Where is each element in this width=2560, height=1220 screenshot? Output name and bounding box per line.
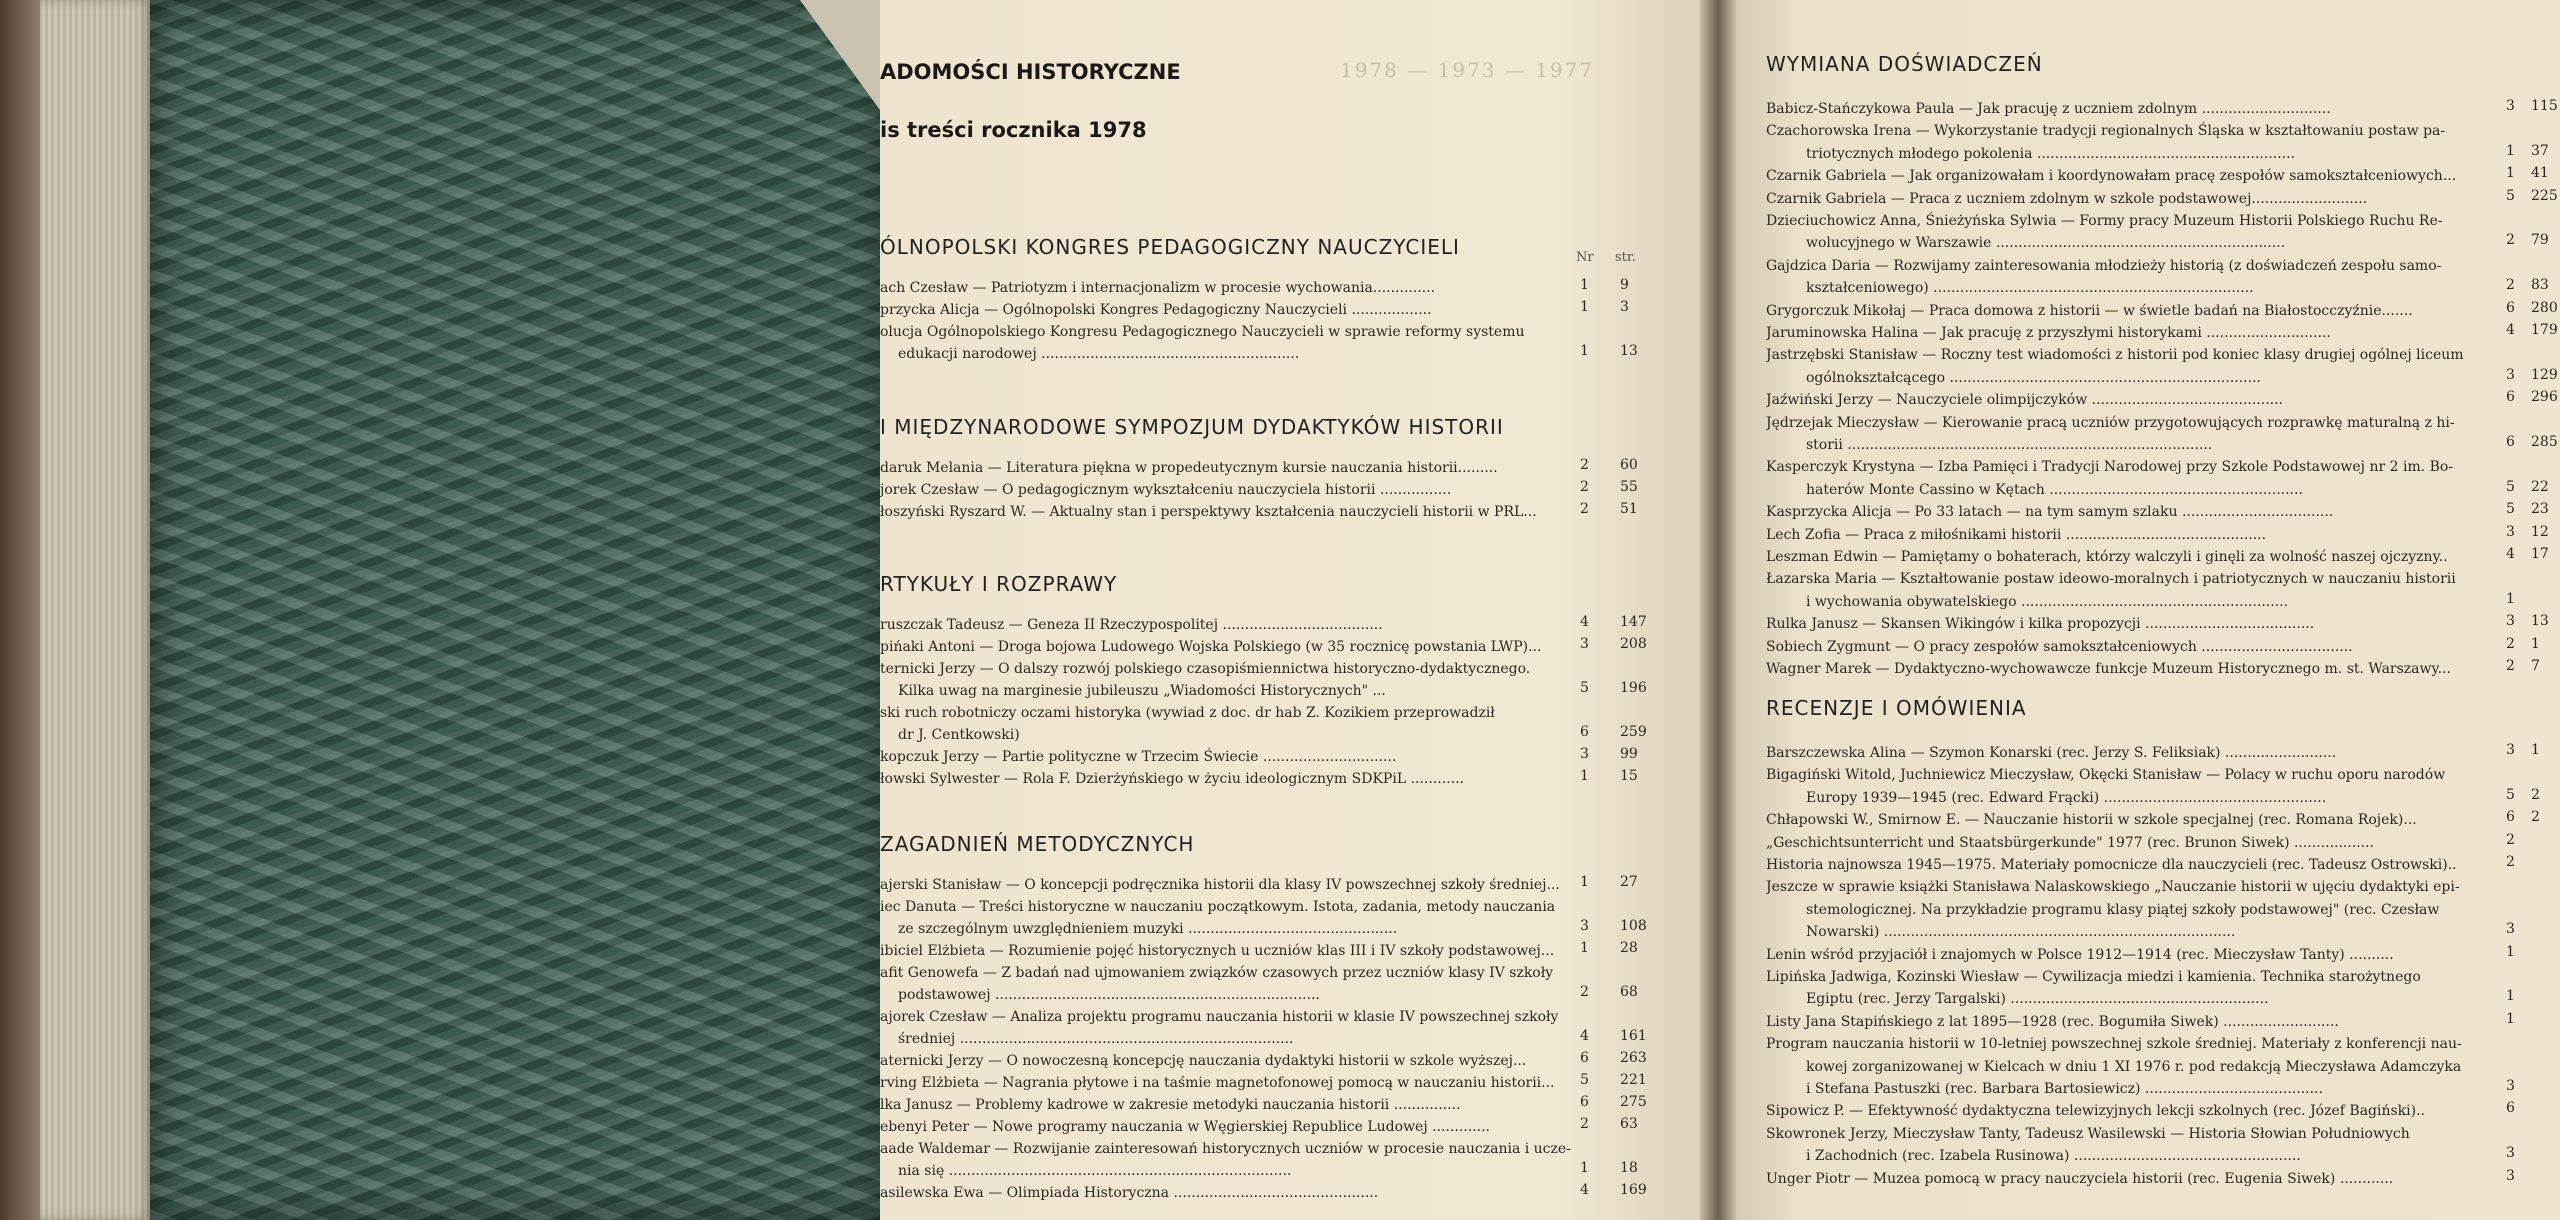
toc-entry: i wychowania obywatelskiego ............................................................ (1806, 593, 2289, 610)
page-number: 296 (2531, 389, 2558, 406)
page-number: 99 (1620, 746, 1638, 762)
toc-entry: olucja Ogólnopolskiego Kongresu Pedagogicznego Nauczycieli w sprawie reformy systemu (880, 324, 1525, 340)
toc-entry: afit Genowefa — Z badań nad ujmowaniem związków czasowych przez uczniów klasy IV szkoły (880, 965, 1554, 981)
toc-entry: aternicki Jerzy — O nowoczesną koncepcję nauczania dydaktyki historii w szkole wyższej... (880, 1053, 1527, 1069)
toc-entry: Kasperczyk Krystyna — Izba Pamięci i Tradycji Narodowej przy Szkole Podstawowej nr 2 im. Bo- (1766, 459, 2454, 476)
page-number: 22 (2531, 478, 2549, 495)
toc-entry: Czarnik Gabriela — Praca z uczniem zdolnym w szkole podstawowej.......................... (1766, 190, 2368, 207)
issue-number: 1 (1580, 343, 1589, 359)
toc-entry: Nowarski) ............................................................................... (1806, 924, 2236, 941)
toc-entry: stemologicznej. Na przykładzie programu klasy piątej szkoły podstawowej" (rec. Czesław (1806, 901, 2440, 918)
toc-entry: Jastrzębski Stanisław — Roczny test wiadomości z historii pod koniec klasy drugiej ogólnej liceum (1766, 347, 2464, 364)
toc-entry: Leszman Edwin — Pamiętamy o bohaterach, którzy walczyli i ginęli za wolność naszej ojczyzny.. (1766, 549, 2448, 565)
toc-entry: kowej zorganizowanej w Kielcach w dniu 1 XI 1976 r. pod redakcją Mieczysława Adamczyka (1806, 1058, 2462, 1075)
toc-entry: „Geschichtsunterricht und Staatsbürgerkunde" 1977 (rec. Brunon Siwek) .................. (1766, 834, 2375, 851)
page-number: 60 (1620, 457, 1638, 473)
toc-entry: łoszyński Ryszard W. — Aktualny stan i perspektywy kształcenia nauczycieli historii w PRL... (880, 504, 1537, 520)
column-header-nr: Nr (1576, 250, 1594, 265)
marbled-cover (150, 0, 880, 1220)
issue-number: 5 (2506, 187, 2515, 204)
issue-number: 2 (2506, 658, 2515, 674)
toc-entry: Barszczewska Alina — Szymon Konarski (rec. Jerzy S. Feliksiak) ......................... (1766, 745, 2337, 761)
toc-entry: Rulka Janusz — Skansen Wikingów i kilka propozycji ...................................... (1766, 616, 2315, 633)
issue-number: 4 (1580, 1182, 1589, 1198)
section-title: ZAGADNIEŃ METODYCZNYCH (880, 832, 1195, 856)
toc-entry: Jeszcze w sprawie książki Stanisława Nalaskowskiego „Nauczanie historii w ujęciu dydaktyki epi- (1766, 879, 2460, 896)
toc-entry: edukacji narodowej .......................................................... (898, 346, 1300, 362)
toc-entry: storii .................................................................................. (1806, 437, 2213, 453)
toc-entry: asilewska Ewa — Olimpiada Historyczna .............................................. (880, 1185, 1379, 1201)
issue-number: 1 (1580, 1160, 1589, 1176)
page-number: 2 (2531, 809, 2540, 826)
toc-entry: Egiptu (rec. Jerzy Targalski) .......................................................... (1806, 991, 2269, 1008)
toc-entry: podstawowej ......................................................................... (898, 987, 1320, 1003)
issue-number: 6 (1580, 1050, 1589, 1066)
toc-entry: Listy Jana Stapińskiego z lat 1895—1928 (rec. Bogumiła Siwek) .......................... (1766, 1013, 2339, 1030)
issue-number: 6 (2506, 299, 2515, 316)
issue-number: 5 (1580, 680, 1589, 696)
toc-entry: kształceniowego) ........................................................................ (1806, 280, 2254, 297)
page-number: 263 (1620, 1050, 1647, 1066)
toc-entry: ajorek Czesław — Analiza projektu programu nauczania historii w klasie IV powszechnej szkoły (880, 1009, 1559, 1025)
toc-entry: Czachorowska Irena — Wykorzystanie tradycji regionalnych Śląska w kształtowaniu postaw pa- (1766, 123, 2446, 140)
toc-entry: Europy 1939—1945 (rec. Edward Frącki) .................................................. (1806, 789, 2327, 806)
toc-entry: Unger Piotr — Muzea pomocą w pracy nauczyciela historii (rec. Eugenia Siwek) ............ (1766, 1170, 2394, 1187)
section-title: WYMIANA DOŚWIADCZEŃ (1766, 52, 2043, 76)
issue-number: 3 (2506, 98, 2515, 114)
contents-subtitle: is treści rocznika 1978 (880, 118, 1147, 142)
page-number: 17 (2531, 546, 2549, 562)
toc-entry: Jaruminowska Halina — Jak pracuję z przyszłymi historykami ............................ (1766, 325, 2331, 341)
page-number: 83 (2531, 277, 2549, 294)
toc-entry: rving Elżbieta — Nagrania płytowe i na taśmie magnetofonowej pomocą w nauczaniu historii... (880, 1075, 1555, 1091)
issue-number: 4 (2506, 546, 2515, 562)
section-title: I MIĘDZYNARODOWE SYMPOZJUM DYDAKTYKÓW HISTORII (880, 415, 1504, 439)
issue-number: 1 (1580, 874, 1589, 890)
page-number: 3 (1620, 299, 1629, 315)
toc-entry: i Zachodnich (rec. Izabela Rusinowa) ................................................... (1806, 1148, 2301, 1165)
issue-number: 1 (1580, 768, 1589, 784)
issue-number: 3 (1580, 636, 1589, 652)
issue-number: 1 (1580, 940, 1589, 956)
issue-number: 4 (1580, 614, 1589, 630)
toc-entry: Jaźwiński Jerzy — Nauczyciele olimpijczyków ........................................... (1766, 392, 2284, 409)
book-spine (0, 0, 150, 1220)
issue-number: 2 (2506, 831, 2515, 848)
issue-number: 5 (1580, 1072, 1589, 1088)
section-title: RECENZJE I OMÓWIENIA (1766, 696, 2027, 720)
issue-number: 3 (2506, 1167, 2515, 1184)
page-number: 285 (2531, 434, 2558, 450)
issue-number: 3 (2506, 921, 2515, 938)
toc-entry: ski ruch robotniczy oczami historyka (wywiad z doc. dr hab Z. Kozikiem przeprowadził (880, 705, 1495, 721)
toc-entry: daruk Melania — Literatura piękna w propedeutycznym kursie nauczania historii......... (880, 460, 1498, 476)
toc-entry: Dzieciuchowicz Anna, Śnieżyńska Sylwia — Formy pracy Muzeum Historii Polskiego Ruchu Re- (1766, 213, 2443, 229)
toc-entry: iec Danuta — Treści historyczne w nauczaniu początkowym. Istota, zadania, metody nauczania (880, 899, 1556, 915)
journal-header: ADOMOŚCI HISTORYCZNE (880, 60, 1181, 84)
issue-number: 1 (2506, 988, 2515, 1005)
toc-entry: Grygorczuk Mikołaj — Praca domowa z historii — w świetle badań na Białostocczyźnie....... (1766, 302, 2413, 319)
column-header-str: str. (1615, 250, 1636, 265)
page-number: 18 (1620, 1160, 1638, 1176)
issue-number: 3 (1580, 918, 1589, 934)
issue-number: 3 (2506, 366, 2515, 383)
toc-entry: Historia najnowsza 1945—1975. Materiały pomocnicze dla nauczycieli (rec. Tadeusz Ostrowski).. (1766, 857, 2457, 873)
issue-number: 1 (2506, 943, 2515, 960)
toc-entry: średniej ........................................................................... (898, 1031, 1294, 1047)
issue-number: 3 (2506, 613, 2515, 630)
page-number: 108 (1620, 918, 1647, 934)
issue-number: 2 (2506, 232, 2515, 249)
page-number: 63 (1620, 1116, 1638, 1132)
toc-entry: nia się ............................................................................. (898, 1163, 1292, 1179)
page-number: 196 (1620, 680, 1647, 696)
issue-number: 4 (2506, 322, 2515, 338)
page-number: 225 (2531, 187, 2558, 204)
issue-number: 1 (2506, 142, 2515, 159)
faint-bleed-text: 1978 — 1973 — 1977 (1340, 58, 1595, 82)
page-number: 280 (2531, 299, 2558, 316)
toc-entry: aade Waldemar — Rozwijanie zainteresowań historycznych uczniów w procesie nauczania i ucze- (880, 1141, 1571, 1157)
toc-entry: Lenin wśród przyjaciół i znajomych w Polsce 1912—1914 (rec. Mieczysław Tanty) .......... (1766, 946, 2394, 963)
page-number: 129 (2531, 366, 2558, 383)
toc-entry: Wagner Marek — Dydaktyczno-wychowawcze funkcje Muzeum Historycznego m. st. Warszawy... (1766, 661, 2451, 677)
book-gutter (1700, 0, 1736, 1220)
toc-entry: Gajdzica Daria — Rozwijamy zainteresowania młodzieży historią (z doświadczeń zespołu samo- (1766, 257, 2442, 274)
page-number: 9 (1620, 277, 1629, 293)
toc-entry: ibiciel Elżbieta — Rozumienie pojęć historycznych u uczniów klas III i IV szkoły podstawowej... (880, 943, 1555, 959)
page-number: 68 (1620, 984, 1638, 1000)
toc-entry: ach Czesław — Patriotyzm i internacjonalizm w procesie wychowania.............. (880, 280, 1436, 296)
toc-entry: Kilka uwag na marginesie jubileuszu „Wiadomości Historycznych" ... (898, 683, 1386, 699)
toc-entry: Lipińska Jadwiga, Kozinski Wiesław — Cywilizacja miedzi i kamienia. Technika starożytnego (1766, 969, 2421, 985)
issue-number: 2 (1580, 984, 1589, 1000)
toc-entry: ternicki Jerzy — O dalszy rozwój polskiego czasopiśmiennictwa historyczno-dydaktycznego. (880, 661, 1531, 677)
page-number: 275 (1620, 1094, 1647, 1110)
section-title: RTYKUŁY I ROZPRAWY (880, 572, 1118, 596)
toc-entry: ebenyi Peter — Nowe programy nauczania w Węgierskiej Republice Ludowej ............. (880, 1119, 1490, 1135)
toc-entry: dr J. Centkowski) (898, 727, 1020, 743)
page-number: 7 (2531, 658, 2540, 674)
page-number: 1 (2531, 635, 2540, 652)
issue-number: 3 (2506, 1078, 2515, 1094)
toc-entry: ogólnokształcącego ...................................................................... (1806, 369, 2261, 386)
page-number: 1 (2531, 742, 2540, 758)
toc-entry: Kasprzycka Alicja — Po 33 latach — na tym samym szlaku .................................. (1766, 504, 2334, 521)
toc-entry: Skowronek Jerzy, Mieczysław Tanty, Tadeusz Wasilewski — Historia Słowian Południowych (1766, 1125, 2410, 1142)
issue-number: 6 (2506, 809, 2515, 826)
toc-entry: triotycznych młodego pokolenia .......................................................... (1806, 145, 2296, 162)
issue-number: 3 (2506, 1145, 2515, 1162)
toc-entry: wolucyjnego w Warszawie ................................................................. (1806, 235, 2286, 252)
issue-number: 3 (2506, 523, 2515, 540)
page-number: 27 (1620, 874, 1638, 890)
section-title: ÓLNOPOLSKI KONGRES PEDAGOGICZNY NAUCZYCIELI (880, 235, 1460, 259)
issue-number: 3 (2506, 742, 2515, 758)
issue-number: 2 (2506, 635, 2515, 652)
issue-number: 6 (2506, 389, 2515, 406)
issue-number: 3 (1580, 746, 1589, 762)
issue-number: 1 (2506, 165, 2515, 182)
issue-number: 6 (2506, 434, 2515, 450)
toc-entry: Czarnik Gabriela — Jak organizowałam i koordynowałam pracę zespołów samokształceniowych... (1766, 168, 2457, 185)
issue-number: 5 (2506, 478, 2515, 495)
page-number: 208 (1620, 636, 1647, 652)
toc-entry: ruszczak Tadeusz — Geneza II Rzeczypospolitej .................................... (880, 617, 1383, 633)
issue-number: 6 (1580, 724, 1589, 740)
issue-number: 2 (1580, 501, 1589, 517)
toc-entry: lka Janusz — Problemy kadrowe w zakresie metodyki nauczania historii ............... (880, 1097, 1461, 1113)
page-number: 13 (1620, 343, 1638, 359)
issue-number: 1 (1580, 277, 1589, 293)
toc-entry: Jędrzejak Mieczysław — Kierowanie pracą uczniów przygotowujących rozprawkę maturalną z hi- (1766, 414, 2455, 431)
cover-corner (800, 0, 880, 110)
page-number: 221 (1620, 1072, 1647, 1088)
toc-entry: ze szczególnym uwzględnieniem muzyki ............................................... (898, 921, 1398, 937)
issue-number: 5 (2506, 501, 2515, 518)
page-number: 79 (2531, 232, 2549, 249)
spine-edge (0, 0, 40, 1220)
page-number: 51 (1620, 501, 1638, 517)
toc-entry: i Stefana Pastuszki (rec. Barbara Bartosiewicz) ........................................ (1806, 1081, 2323, 1097)
toc-entry: przycka Alicja — Ogólnopolski Kongres Pedagogiczny Nauczycieli .................. (880, 302, 1432, 318)
issue-number: 5 (2506, 786, 2515, 803)
toc-entry: Chłapowski W., Smirnow E. — Nauczanie historii w szkole specjalnej (rec. Romana Rojek)... (1766, 812, 2417, 829)
toc-entry: Babicz-Stańczykowa Paula — Jak pracuję z uczniem zdolnym ............................. (1766, 101, 2331, 117)
issue-number: 6 (2506, 1100, 2515, 1117)
issue-number: 1 (1580, 299, 1589, 315)
toc-entry: Łazarska Maria — Kształtowanie postaw ideowo-moralnych i patriotycznych w nauczaniu historii (1766, 571, 2456, 588)
page-number: 259 (1620, 724, 1647, 740)
toc-entry: jorek Czesław — O pedagogicznym wykształceniu nauczyciela historii ................ (880, 482, 1452, 498)
toc-entry: Program nauczania historii w 10-letniej powszechnej szkole średniej. Materiały z konferencji nau- (1766, 1036, 2462, 1053)
page-number: 41 (2531, 165, 2549, 182)
toc-entry: Bigagiński Witold, Juchniewicz Mieczysław, Okęcki Stanisław — Polacy w ruchu oporu narodów (1766, 767, 2446, 784)
toc-entry: kopczuk Jerzy — Partie polityczne w Trzecim Świecie .............................. (880, 749, 1397, 765)
toc-entry: Sobiech Zygmunt — O pracy zespołów samokształceniowych .................................. (1766, 638, 2353, 655)
page-number: 147 (1620, 614, 1647, 630)
toc-entry: Sipowicz P. — Efektywność dydaktyczna telewizyjnych lekcji szkolnych (rec. Józef Bagiński).. (1766, 1103, 2426, 1120)
page-number: 161 (1620, 1028, 1647, 1044)
page-number: 2 (2531, 786, 2540, 803)
issue-number: 4 (1580, 1028, 1589, 1044)
issue-number: 2 (1580, 457, 1589, 473)
issue-number: 2 (1580, 479, 1589, 495)
issue-number: 2 (2506, 277, 2515, 294)
page-number: 28 (1620, 940, 1638, 956)
page-number: 55 (1620, 479, 1638, 495)
page-number: 15 (1620, 768, 1638, 784)
issue-number: 1 (2506, 590, 2515, 607)
toc-entry: pińaki Antoni — Droga bojowa Ludowego Wojska Polskiego (w 35 rocznicę powstania LWP)... (880, 639, 1542, 655)
issue-number: 6 (1580, 1094, 1589, 1110)
page-number: 115 (2531, 98, 2558, 114)
page-number: 12 (2531, 523, 2549, 540)
toc-entry: ajerski Stanisław — O koncepcji podręcznika historii dla klasy IV powszechnej szkoły średniej... (880, 877, 1560, 893)
page-number: 37 (2531, 142, 2549, 159)
page-number: 169 (1620, 1182, 1647, 1198)
issue-number: 2 (1580, 1116, 1589, 1132)
page-number: 23 (2531, 501, 2549, 518)
toc-entry: haterów Monte Cassino w Kętach ......................................................... (1806, 481, 2303, 498)
middle-page (880, 0, 1725, 1220)
page-number: 13 (2531, 613, 2549, 630)
page-number: 179 (2531, 322, 2558, 338)
toc-entry: łowski Sylwester — Rola F. Dzierżyńskiego w życiu ideologicznym SDKPiL ............ (880, 771, 1464, 787)
right-page (1736, 0, 2560, 1220)
issue-number: 1 (2506, 1010, 2515, 1027)
toc-entry: Lech Zofia — Praca z miłośnikami historii ............................................. (1766, 526, 2267, 543)
issue-number: 2 (2506, 854, 2515, 870)
